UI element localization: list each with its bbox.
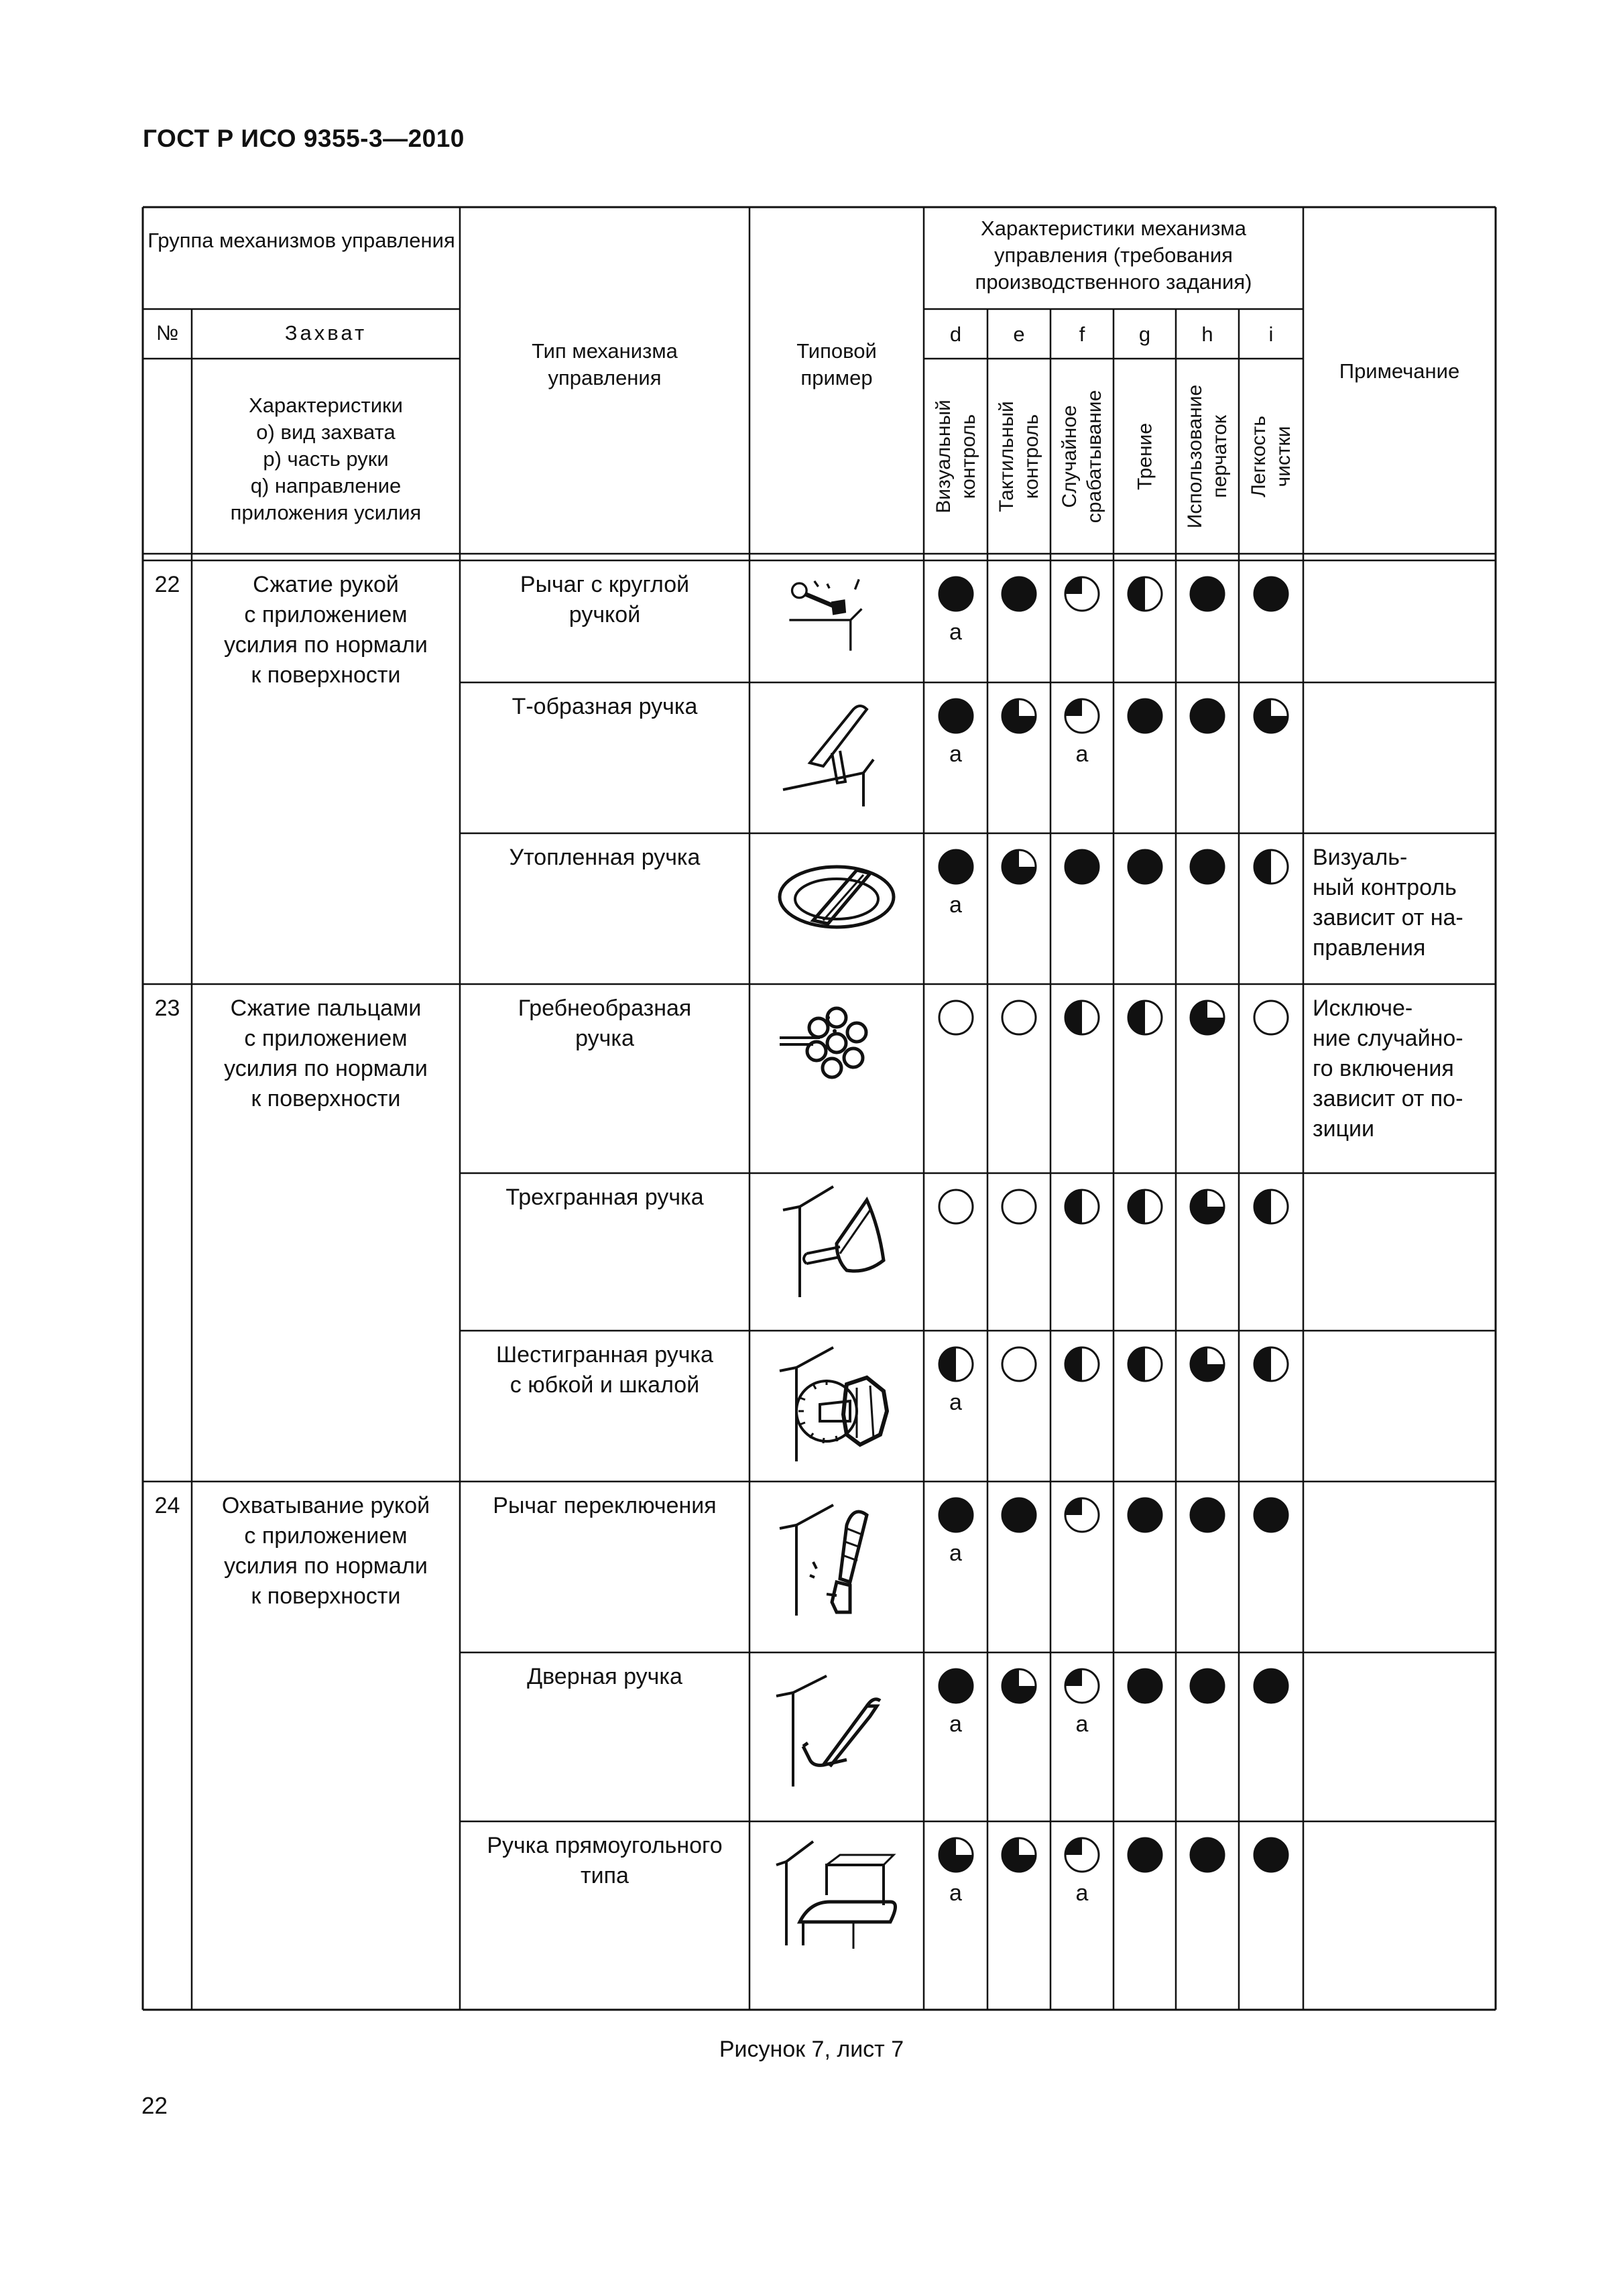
- header-grip-characteristics-line: Характеристики: [249, 394, 403, 417]
- rating-symbol: [1251, 998, 1291, 1038]
- group-grip-description-line: с приложением: [244, 1026, 408, 1051]
- header-char-label-line: Трение: [1134, 422, 1156, 490]
- group-grip-description-line: усилия по нормали: [224, 632, 428, 658]
- shift-lever-icon: [773, 1488, 900, 1619]
- control-type-name: [468, 1491, 741, 1565]
- group-number: [143, 993, 192, 1027]
- rating-symbol: [1187, 696, 1227, 736]
- rating-symbol: [936, 1187, 976, 1227]
- rating-symbol: [1125, 696, 1165, 736]
- rating-symbol: [1251, 1344, 1291, 1384]
- header-group: [143, 227, 460, 308]
- footnote-mark-a: a: [949, 619, 962, 645]
- control-type-name: [468, 1831, 741, 1905]
- group-grip-description-line: усилия по нормали: [224, 1553, 428, 1579]
- rating-symbol: [1062, 1835, 1102, 1875]
- header-no-line: №: [156, 321, 179, 345]
- rating-symbol: [936, 1344, 976, 1384]
- header-characteristics: [944, 215, 1283, 302]
- control-type-name: [468, 1340, 741, 1414]
- header-letter-e: [987, 321, 1050, 351]
- rating-symbol: [1062, 847, 1102, 887]
- rating-symbol: [999, 847, 1039, 887]
- row-note: [1313, 993, 1486, 1154]
- rating-symbol: [1125, 1666, 1165, 1706]
- header-char-label: [1057, 389, 1107, 523]
- rating-symbol: [1125, 1187, 1165, 1227]
- control-type-name-line: Т-образная ручка: [512, 694, 698, 719]
- group-grip-description-line: с приложением: [244, 602, 408, 627]
- control-type-name-line: Гребнеобразная: [518, 995, 692, 1021]
- control-type-name-line: Утопленная ручка: [509, 845, 701, 870]
- group-number: [143, 1491, 192, 1524]
- header-char-label: [931, 400, 981, 513]
- control-type-name-line: Рычаг с круглой: [520, 572, 690, 597]
- control-type-name-line: Ручка прямоугольного: [487, 1833, 723, 1858]
- control-type-name-line: ручкой: [568, 602, 641, 627]
- rating-symbol: [1062, 1666, 1102, 1706]
- rating-symbol: [1187, 1495, 1227, 1535]
- header-char-g: [1114, 359, 1176, 554]
- control-type-name-line: ручка: [575, 1026, 634, 1051]
- header-char-label-line: контроль: [1020, 414, 1042, 499]
- header-grip-characteristics: [192, 392, 460, 553]
- rating-symbol: [1125, 998, 1165, 1038]
- group-grip-description: [197, 570, 455, 704]
- header-grip-line: Захват: [284, 321, 367, 345]
- rating-symbol: [936, 574, 976, 614]
- row-note-line: ный контроль: [1313, 875, 1457, 900]
- rating-symbol: [1187, 574, 1227, 614]
- control-type-name-line: типа: [581, 1863, 629, 1888]
- row-note-line: го включения: [1313, 1056, 1454, 1081]
- rating-symbol: [1187, 1187, 1227, 1227]
- control-type-name-line: Рычаг переключения: [493, 1493, 717, 1518]
- header-char-label-line: перчаток: [1209, 414, 1231, 498]
- rating-symbol: [999, 1344, 1039, 1384]
- header-grip-characteristics-line: q) направление: [250, 474, 402, 497]
- row-note-line: ние случайно-: [1313, 1026, 1463, 1051]
- footnote-mark-a: a: [1075, 1711, 1089, 1737]
- footnote-mark-a: a: [949, 892, 962, 918]
- footnote-mark-a: a: [949, 1540, 962, 1566]
- rating-symbol: [1125, 1835, 1165, 1875]
- header-char-label-line: Тактильный: [996, 400, 1018, 512]
- header-char-e: [987, 359, 1050, 554]
- group-grip-description-line: усилия по нормали: [224, 1056, 428, 1081]
- header-char-label-line: Легкость: [1248, 415, 1270, 497]
- header-char-i: [1239, 359, 1303, 554]
- header-grip: [192, 320, 460, 353]
- header-letter-e-line: e: [1013, 322, 1025, 346]
- fluted-knob-icon: [773, 991, 900, 1122]
- rating-symbol: [1062, 696, 1102, 736]
- footnote-mark-a: a: [949, 741, 962, 767]
- rating-symbol: [1062, 998, 1102, 1038]
- header-grip-characteristics-line: приложения усилия: [230, 501, 422, 524]
- rating-symbol: [1251, 1495, 1291, 1535]
- rating-symbol: [1125, 574, 1165, 614]
- rating-symbol: [1187, 1344, 1227, 1384]
- header-characteristics-line: Характеристики механизма управления (требования производственного задания): [975, 217, 1252, 294]
- footnote-mark-a: a: [949, 1711, 962, 1737]
- t-handle-icon: [773, 689, 900, 820]
- rating-symbol: [1187, 1835, 1227, 1875]
- rating-symbol: [1125, 1495, 1165, 1535]
- rectangular-handle-icon: [773, 1828, 900, 1959]
- row-note-line: зиции: [1313, 1116, 1375, 1142]
- header-letter-d-line: d: [949, 322, 962, 346]
- control-type-name: [468, 692, 741, 766]
- header-example: [770, 338, 904, 398]
- header-notes-line: Примечание: [1339, 359, 1460, 383]
- header-char-label: [1246, 416, 1296, 497]
- group-grip-description-line: к поверхности: [251, 662, 401, 688]
- rating-symbol: [1062, 1344, 1102, 1384]
- rating-symbol: [1251, 574, 1291, 614]
- control-type-name: [468, 1662, 741, 1736]
- footnote-mark-a: a: [1075, 1880, 1089, 1906]
- rating-symbol: [1187, 1666, 1227, 1706]
- rating-symbol: [936, 696, 976, 736]
- group-grip-description-line: Сжатие пальцами: [230, 995, 422, 1021]
- rating-symbol: [999, 1187, 1039, 1227]
- header-char-label-line: чистки: [1272, 426, 1295, 487]
- header-example-line: Типовой пример: [796, 339, 877, 389]
- row-note-line: Визуаль-: [1313, 845, 1408, 870]
- recessed-handle-icon: [773, 840, 900, 971]
- control-type-name-line: Дверная ручка: [527, 1664, 682, 1689]
- rating-symbol: [936, 998, 976, 1038]
- group-number: [143, 570, 192, 603]
- rating-symbol: [1251, 847, 1291, 887]
- figure-caption: Рисунок 7, лист 7: [719, 2037, 904, 2062]
- triangular-knob-icon: [773, 1180, 900, 1311]
- header-char-f: [1050, 359, 1114, 554]
- group-grip-description-line: с приложением: [244, 1523, 408, 1549]
- rating-symbol: [936, 1835, 976, 1875]
- rating-symbol: [1251, 1666, 1291, 1706]
- rating-symbol: [1062, 1187, 1102, 1227]
- rating-symbol: [1125, 1344, 1165, 1384]
- control-type-name: [468, 843, 741, 916]
- header-char-label: [1132, 422, 1157, 489]
- rating-symbol: [999, 998, 1039, 1038]
- rating-symbol: [999, 1835, 1039, 1875]
- row-note-line: Исключе-: [1313, 995, 1413, 1021]
- group-grip-description-line: к поверхности: [251, 1583, 401, 1609]
- group-grip-description: [197, 1491, 455, 1625]
- rating-symbol: [1187, 847, 1227, 887]
- rating-symbol: [1251, 1835, 1291, 1875]
- header-letter-h-line: h: [1201, 322, 1213, 346]
- control-type-name: [468, 993, 741, 1067]
- group-number-line: 22: [154, 572, 180, 597]
- rating-symbol: [936, 1495, 976, 1535]
- header-letter-d: [924, 321, 987, 351]
- header-char-label-line: Использование: [1184, 384, 1206, 528]
- group-grip-description-line: Охватывание рукой: [221, 1493, 430, 1518]
- header-notes: [1317, 358, 1482, 391]
- group-grip-description-line: Сжатие рукой: [253, 572, 399, 597]
- header-char-label: [994, 401, 1044, 512]
- header-char-h: [1176, 359, 1239, 554]
- control-type-name-line: с юбкой и шкалой: [509, 1372, 700, 1398]
- rating-symbol: [1251, 696, 1291, 736]
- group-number-line: 23: [154, 995, 180, 1021]
- header-letter-f-line: f: [1079, 322, 1085, 346]
- header-grip-characteristics-line: р) часть руки: [263, 447, 389, 471]
- row-note-line: зависит от на-: [1313, 905, 1463, 930]
- header-char-label-line: Случайное: [1059, 404, 1081, 508]
- group-number-line: 24: [154, 1493, 180, 1518]
- footnote-mark-a: a: [949, 1390, 962, 1415]
- rating-symbol: [936, 1666, 976, 1706]
- door-handle-icon: [773, 1659, 900, 1790]
- header-letter-g: [1114, 321, 1176, 351]
- group-grip-description: [197, 993, 455, 1128]
- rating-symbol: [999, 574, 1039, 614]
- footnote-mark-a: a: [949, 1880, 962, 1906]
- header-grip-characteristics-line: о) вид захвата: [256, 420, 396, 444]
- lever-round-knob-icon: [773, 567, 900, 676]
- header-no: [143, 320, 192, 353]
- rating-symbol: [1062, 574, 1102, 614]
- control-type-name: [468, 1183, 741, 1256]
- rating-symbol: [999, 1495, 1039, 1535]
- header-control-type: [500, 338, 709, 398]
- header-char-label-line: Визуальный: [932, 399, 955, 513]
- header-letter-f: [1050, 321, 1114, 351]
- header-letter-g-line: g: [1138, 322, 1151, 346]
- page-number: 22: [141, 2093, 168, 2119]
- row-note-line: зависит от по-: [1313, 1086, 1463, 1111]
- document-title: ГОСТ Р ИСО 9355-3—2010: [143, 125, 465, 152]
- header-group-line: Группа механизмов управления: [147, 229, 455, 252]
- header-letter-i-line: i: [1268, 322, 1274, 346]
- header-char-label-line: срабатывание: [1083, 389, 1105, 523]
- rating-symbol: [1125, 847, 1165, 887]
- rating-symbol: [1187, 998, 1227, 1038]
- rating-symbol: [936, 847, 976, 887]
- rating-symbol: [1062, 1495, 1102, 1535]
- header-letter-h: [1176, 321, 1239, 351]
- header-control-type-line: Тип механизма управления: [532, 339, 678, 389]
- rating-symbol: [999, 1666, 1039, 1706]
- header-char-d: [924, 359, 987, 554]
- header-char-label-line: контроль: [957, 414, 979, 499]
- control-type-name-line: Шестигранная ручка: [496, 1342, 713, 1368]
- group-grip-description-line: к поверхности: [251, 1086, 401, 1111]
- row-note-line: правления: [1313, 935, 1426, 961]
- control-type-name-line: Трехгранная ручка: [505, 1185, 704, 1210]
- row-note: [1313, 843, 1486, 1004]
- footnote-mark-a: a: [1075, 741, 1089, 767]
- rating-symbol: [999, 696, 1039, 736]
- header-char-label: [1183, 384, 1232, 528]
- header-letter-i: [1239, 321, 1303, 351]
- rating-symbol: [1251, 1187, 1291, 1227]
- hex-knob-dial-icon: [773, 1337, 900, 1468]
- control-type-name: [468, 570, 741, 644]
